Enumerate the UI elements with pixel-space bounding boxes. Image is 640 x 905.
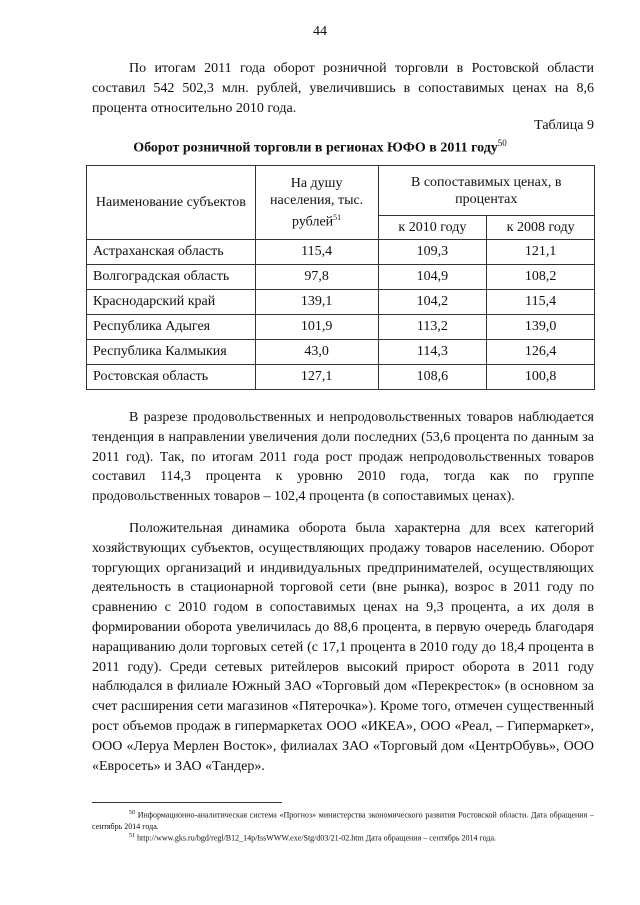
table-title-footnote-mark: 50 (497, 138, 507, 148)
cell-region: Республика Адыгея (87, 315, 256, 340)
footnote-text: Информационно-аналитическая система «Прогноз» министерства экономического развития Ростовской области. Дата обращения – сентябрь 2014 года. (92, 810, 594, 831)
table-row (87, 315, 595, 340)
cell-vs-2008: 100,8 (487, 365, 595, 390)
cell-per-capita: 127,1 (255, 365, 378, 390)
table-row (87, 240, 595, 265)
cell-per-capita: 101,9 (255, 315, 378, 340)
cell-vs-2010: 109,3 (378, 240, 487, 265)
page-number: 44 (313, 24, 327, 39)
cell-vs-2008: 126,4 (487, 340, 595, 365)
footnote (92, 808, 594, 832)
cell-per-capita: 115,4 (255, 240, 378, 265)
footnote-divider (92, 802, 282, 803)
table-title-text: Оборот розничной торговли в регионах ЮФО в 2011 году (133, 140, 498, 156)
cell-per-capita: 43,0 (255, 340, 378, 365)
table-row (87, 365, 595, 390)
cell-region: Ростовская область (87, 365, 256, 390)
header-per-capita (255, 166, 378, 240)
footnote-mark: 50 (129, 810, 135, 816)
footnote (92, 831, 594, 844)
header-vs-2010: к 2010 году (378, 216, 487, 240)
cell-vs-2008: 139,0 (487, 315, 595, 340)
header-per-capita-footnote-mark: 51 (333, 212, 342, 222)
cell-per-capita: 97,8 (255, 265, 378, 290)
table-row (87, 265, 595, 290)
cell-vs-2010: 113,2 (378, 315, 487, 340)
cell-vs-2008: 108,2 (487, 265, 595, 290)
cell-region: Республика Калмыкия (87, 340, 256, 365)
cell-region: Краснодарский край (87, 290, 256, 315)
paragraph-dynamics: Положительная динамика оборота была характерна для всех категорий хозяйствующих субъектов, осуществляющих продажу товаров населению. Оборот торгующих организаций и индивидуальных предпринимателей, осуществляющих деятельность в стационарной торговой сети (вне рынка), возрос в 2011 году по сравнению с 2010 годом в сопоставимых ценах на 9,3 процента, а их доля в формировании оборота увеличилась до 88,6 процента, в первую очередь благодаря наращиванию доли торговых сетей (с 17,1 процента в 2010 году до 18,4 процента в 2011 году). Среди сетевых ритейлеров высокий прирост оборота в 2011 году наблюдался в филиале Южный ЗАО «Торговый дом «Перекресток» (в основном за счет расширения сети магазинов «Пятерочка»). Кроме того, отмечен существенный рост объемов продаж в гипермаркетах ООО «ИКЕА», ООО «Реал, – Гипермаркет», ООО «Леруа Мерлен Восток», филиалах ЗАО «Торговый дом «ЦентрОбувь», ООО «Евросеть» и ЗАО «Тандер». (92, 521, 594, 774)
footnote-mark: 51 (129, 833, 135, 839)
header-vs-2008: к 2008 году (487, 216, 595, 240)
cell-region: Волгоградская область (87, 265, 256, 290)
cell-vs-2010: 104,2 (378, 290, 487, 315)
cell-vs-2010: 114,3 (378, 340, 487, 365)
cell-vs-2010: 108,6 (378, 365, 487, 390)
intro-paragraph: По итогам 2011 года оборот розничной торговли в Ростовской области составил 542 502,3 млн. рублей, увеличившись в сопоставимых ценах на 8,6 процента относительно 2010 года. (92, 61, 594, 116)
cell-per-capita: 139,1 (255, 290, 378, 315)
footnote-text: http://www.gks.ru/bgd/regl/B12_14p/IssWWW.exe/Stg/d03/21-02.htm Дата обращения – сентябрь 2014 года. (137, 833, 496, 843)
cell-vs-2008: 121,1 (487, 240, 595, 265)
cell-vs-2008: 115,4 (487, 290, 595, 315)
cell-region: Астраханская область (87, 240, 256, 265)
retail-turnover-table (86, 165, 595, 390)
cell-vs-2010: 104,9 (378, 265, 487, 290)
header-name: Наименование субъектов (87, 166, 256, 240)
table-label: Таблица 9 (534, 118, 594, 133)
table-title (0, 138, 640, 157)
table-row (87, 290, 595, 315)
header-per-capita-text: На душу населения, тыс. рублей (270, 175, 364, 230)
header-comparable: В сопоставимых ценах, в процентах (378, 166, 595, 216)
table-row (87, 340, 595, 365)
paragraph-goods-structure: В разрезе продовольственных и непродовольственных товаров наблюдается тенденция в направлении увеличения доли последних (53,6 процента по данным за 2011 год). Так, по итогам 2011 года рост продаж непродовольственных товаров составил 114,3 процента к уровню 2010 года, тогда как по группе продовольственных товаров – 102,4 процента (в сопоставимых ценах). (92, 410, 594, 505)
